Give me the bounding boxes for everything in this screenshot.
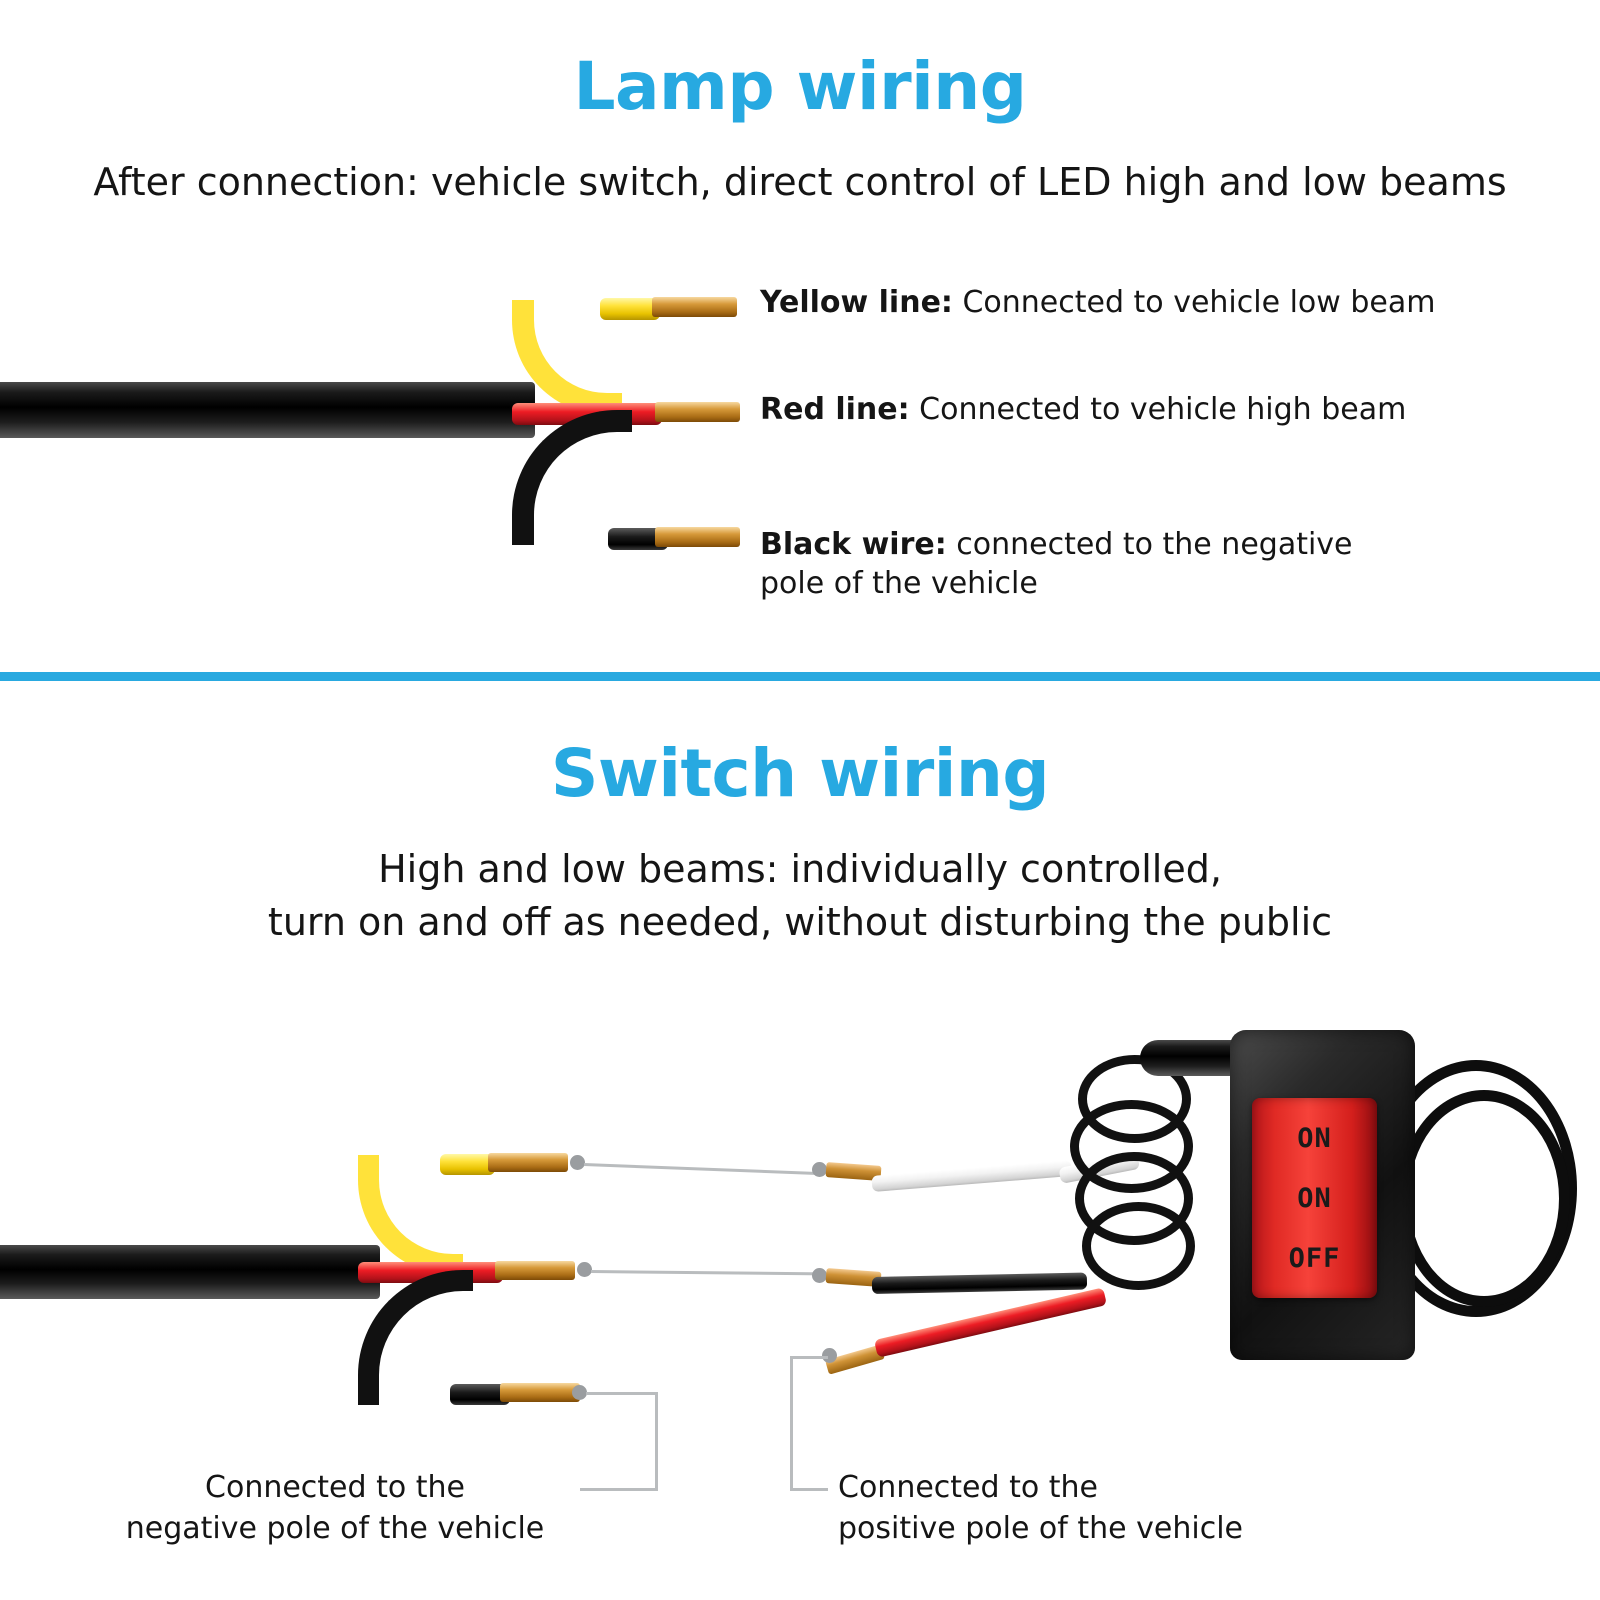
switch-wiring-subtitle-line2: turn on and off as needed, without disturbing the public [267,900,1333,944]
callout-positive-line1: Connected to the [838,1470,1098,1505]
callout-negative-line1: Connected to the [205,1470,465,1505]
junction-dot-yellow [570,1155,585,1170]
callout-leader-negative-h2 [580,1488,658,1491]
switch-wiring-subtitle-line1: High and low beams: individually controlled, [378,847,1222,891]
label-black-wire [760,525,1380,603]
lamp-yellow-wire [600,298,660,320]
callout-positive-line2: positive pole of the vehicle [838,1510,1243,1546]
callout-leader-negative-h [586,1392,658,1395]
callout-dot-negative [572,1385,587,1400]
switch-white-wire [871,1160,1072,1192]
callout-leader-positive-v [790,1356,793,1490]
lamp-black-copper-tip [655,527,740,547]
label-yellow-line [760,283,1520,322]
switch-main-cable [0,1245,380,1299]
harness-coil-4 [1082,1202,1195,1290]
lamp-wiring-subtitle: After connection: vehicle switch, direct control of LED high and low beams [93,160,1507,204]
switch-wiring-title: Switch wiring [550,735,1050,812]
switch-black-harness-wire [872,1272,1087,1293]
lamp-yellow-copper-tip [652,297,737,317]
label-black-wire-rest: connected to the negative pole of the vehicle [760,527,1353,601]
label-red-line [760,390,1520,429]
switch-rocker[interactable] [1252,1098,1377,1298]
switch-label-on-top: ON [1297,1122,1332,1154]
junction-dot-red [577,1262,592,1277]
switch-yellow-copper-tip [488,1153,568,1172]
switch-label-off: OFF [1288,1242,1341,1274]
leader-red-to-black [591,1270,823,1275]
label-red-line-bold: Red line: [760,392,910,427]
switch-red-harness-wire [874,1287,1107,1357]
callout-positive-pole [838,1468,1338,1549]
callout-leader-negative-v [655,1392,658,1490]
callout-negative-pole [90,1468,580,1549]
switch-red-copper-tip [495,1261,575,1280]
lamp-wiring-title: Lamp wiring [573,48,1027,125]
switch-yellow-wire [440,1154,495,1175]
label-red-line-rest: Connected to vehicle high beam [909,392,1407,427]
callout-negative-line2: negative pole of the vehicle [125,1510,545,1546]
callout-leader-positive-h [790,1356,828,1359]
label-yellow-line-rest: Connected to vehicle low beam [952,285,1436,320]
lamp-main-cable [0,382,535,438]
section-divider [0,672,1600,681]
callout-leader-positive-h2 [790,1488,828,1491]
label-black-wire-bold: Black wire: [760,527,947,562]
leader-yellow-to-white [584,1163,824,1175]
label-yellow-line-bold: Yellow line: [760,285,953,320]
harness-loop-right-2 [1398,1090,1570,1307]
switch-black-copper-tip [500,1383,580,1402]
switch-label-on-middle: ON [1297,1182,1332,1214]
lamp-red-copper-tip [655,402,740,422]
